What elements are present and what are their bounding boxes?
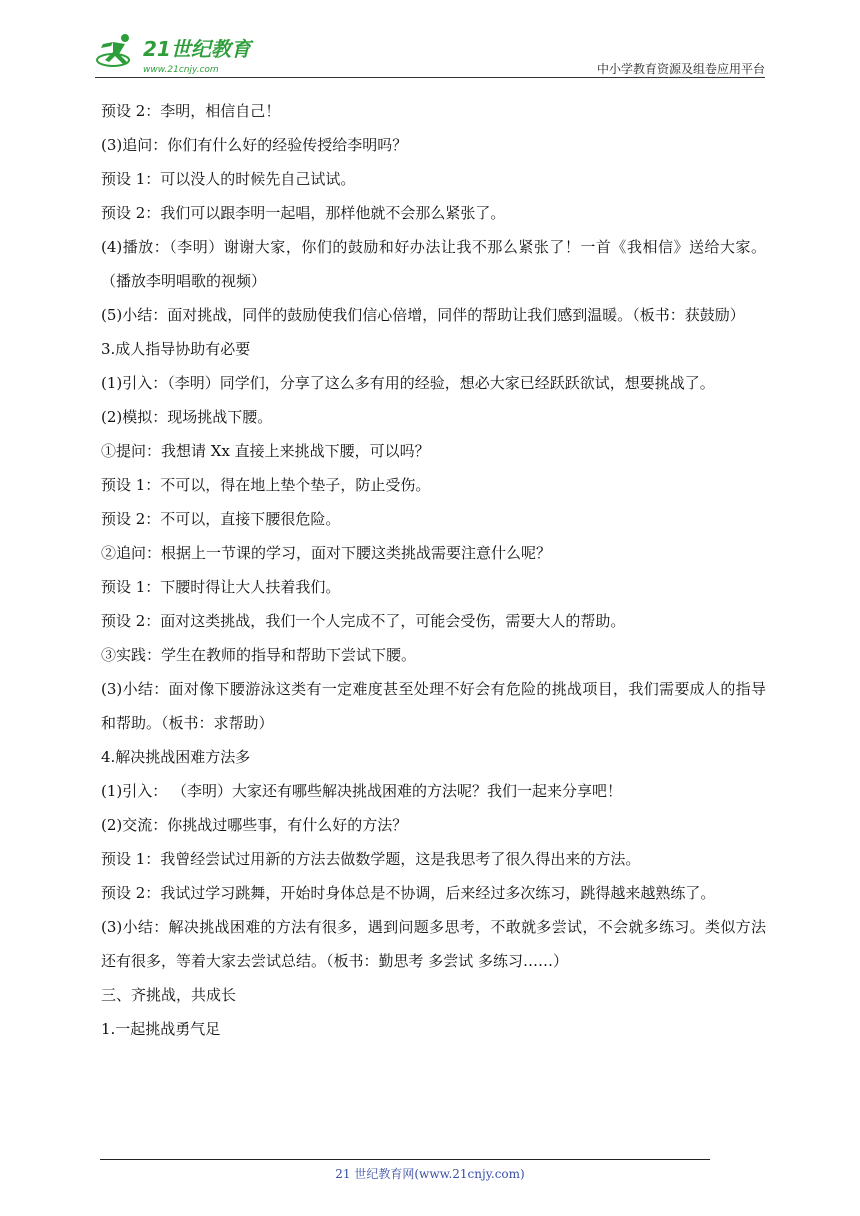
section-heading: 三、齐挑战，共成长 (101, 986, 237, 1004)
paragraph: ③实践：学生在教师的指导和帮助下尝试下腰。 (101, 646, 417, 664)
paragraph: (4)播放：（李明）谢谢大家，你们的鼓励和好办法让我不那么紧张了！一首《我相信》送给大家。（播放李明唱歌的视频） (101, 238, 766, 290)
header-divider (95, 77, 765, 78)
footer-divider (100, 1159, 710, 1160)
paragraph: (1)引入：（李明）同学们，分享了这么多有用的经验，想必大家已经跃跃欲试，想要挑战了。 (101, 374, 715, 392)
paragraph: (3)追问：你们有什么好的经验传授给李明吗？ (101, 136, 408, 154)
footer-text: 21 世纪教育网(www.21cnjy.com) (335, 1167, 525, 1181)
paragraph: 预设 2：李明，相信自己！ (101, 102, 281, 120)
section-heading: 4.解决挑战困难方法多 (101, 748, 251, 766)
paragraph: 预设 1：不可以，得在地上垫个垫子，防止受伤。 (101, 476, 431, 494)
paragraph: 预设 2：我试过学习跳舞，开始时身体总是不协调，后来经过多次练习，跳得越来越熟练了。 (101, 884, 716, 902)
paragraph: 预设 2：不可以，直接下腰很危险。 (101, 510, 341, 528)
paragraph: 预设 2：我们可以跟李明一起唱，那样他就不会那么紧张了。 (101, 204, 506, 222)
section-heading: 3.成人指导协助有必要 (101, 340, 251, 358)
paragraph: (2)模拟：现场挑战下腰。 (101, 408, 273, 426)
logo-21cnjy (95, 30, 255, 76)
paragraph: 预设 2：面对这类挑战，我们一个人完成不了，可能会受伤，需要大人的帮助。 (101, 612, 626, 630)
paragraph: (3)小结：面对像下腰游泳这类有一定难度甚至处理不好会有危险的挑战项目，我们需要成人的指导和帮助。（板书：求帮助） (101, 680, 766, 732)
section-heading: 1.一起挑战勇气足 (101, 1020, 221, 1038)
paragraph: ②追问：根据上一节课的学习，面对下腰这类挑战需要注意什么呢？ (101, 544, 552, 562)
document-body (101, 94, 766, 1046)
paragraph: ①提问：我想请 Xx 直接上来挑战下腰，可以吗？ (101, 442, 430, 460)
logo-title: 21世纪教育 (143, 37, 251, 61)
paragraph: (2)交流：你挑战过哪些事，有什么好的方法？ (101, 816, 408, 834)
paragraph: (3)小结：解决挑战困难的方法有很多，遇到问题多思考，不敢就多尝试，不会就多练习。类似方法还有很多，等着大家去尝试总结。（板书：勤思考 多尝试 多练习……） (101, 918, 766, 970)
logo-url: www.21cnjy.com (143, 65, 219, 75)
paragraph: (1)引入： （李明）大家还有哪些解决挑战困难的方法呢？我们一起来分享吧！ (101, 782, 623, 800)
paragraph: 预设 1：下腰时得让大人扶着我们。 (101, 578, 341, 596)
page-header (95, 30, 765, 78)
header-platform-name: 中小学教育资源及组卷应用平台 (596, 62, 765, 76)
paragraph: 预设 1：我曾经尝试过用新的方法去做数学题，这是我思考了很久得出来的方法。 (101, 850, 641, 868)
paragraph: 预设 1：可以没人的时候先自己试试。 (101, 170, 356, 188)
paragraph: (5)小结：面对挑战，同伴的鼓励使我们信心倍增，同伴的帮助让我们感到温暖。（板书：获鼓励） (101, 306, 745, 324)
